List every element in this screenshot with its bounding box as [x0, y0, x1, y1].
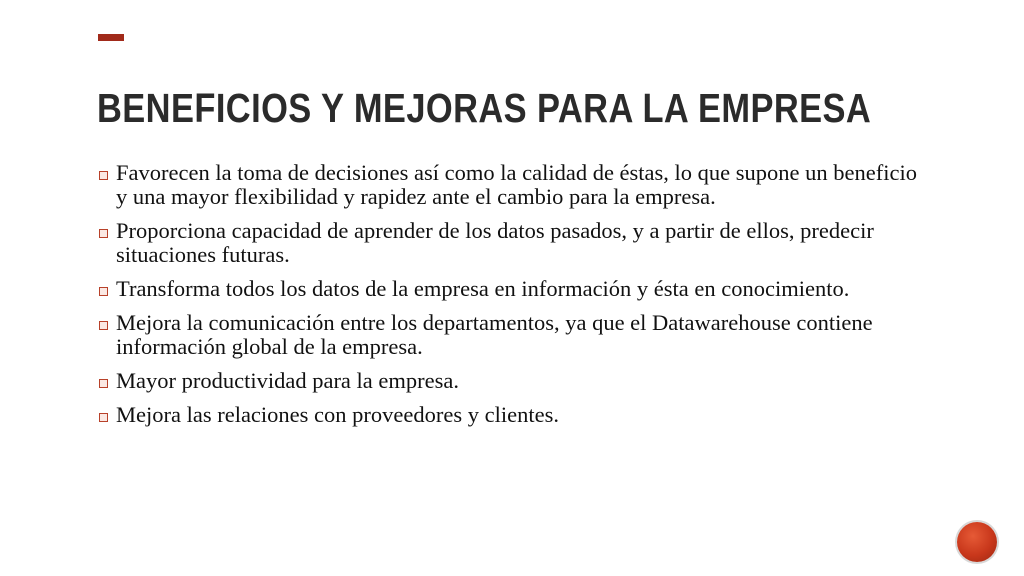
bullet-item — [97, 277, 927, 301]
bullet-text: Favorecen la toma de decisiones así como la calidad de éstas, lo que supone un beneficio y una mayor flexibilidad y rapidez ante el cambio para la empresa. — [116, 160, 917, 209]
bullet-text: Proporciona capacidad de aprender de los datos pasados, y a partir de ellos, predecir situaciones futuras. — [116, 218, 874, 267]
bullet-list — [97, 161, 927, 437]
bullet-square-icon — [99, 287, 108, 296]
bullet-text: Transforma todos los datos de la empresa en información y ésta en conocimiento. — [116, 276, 850, 301]
bullet-square-icon — [99, 171, 108, 180]
bullet-text: Mejora la comunicación entre los departamentos, ya que el Datawarehouse contiene información global de la empresa. — [116, 310, 873, 359]
bullet-item — [97, 369, 927, 393]
slide-title: BENEFICIOS Y MEJORAS PARA LA EMPRESA — [97, 85, 872, 131]
bullet-text: Mayor productividad para la empresa. — [116, 368, 459, 393]
bullet-item — [97, 311, 927, 359]
bullet-text: Mejora las relaciones con proveedores y clientes. — [116, 402, 559, 427]
bullet-square-icon — [99, 321, 108, 330]
accent-bar — [98, 34, 124, 41]
bullet-square-icon — [99, 229, 108, 238]
bullet-square-icon — [99, 379, 108, 388]
bullet-item — [97, 161, 927, 209]
page-number-badge — [957, 522, 997, 562]
bullet-square-icon — [99, 413, 108, 422]
bullet-item — [97, 403, 927, 427]
bullet-item — [97, 219, 927, 267]
